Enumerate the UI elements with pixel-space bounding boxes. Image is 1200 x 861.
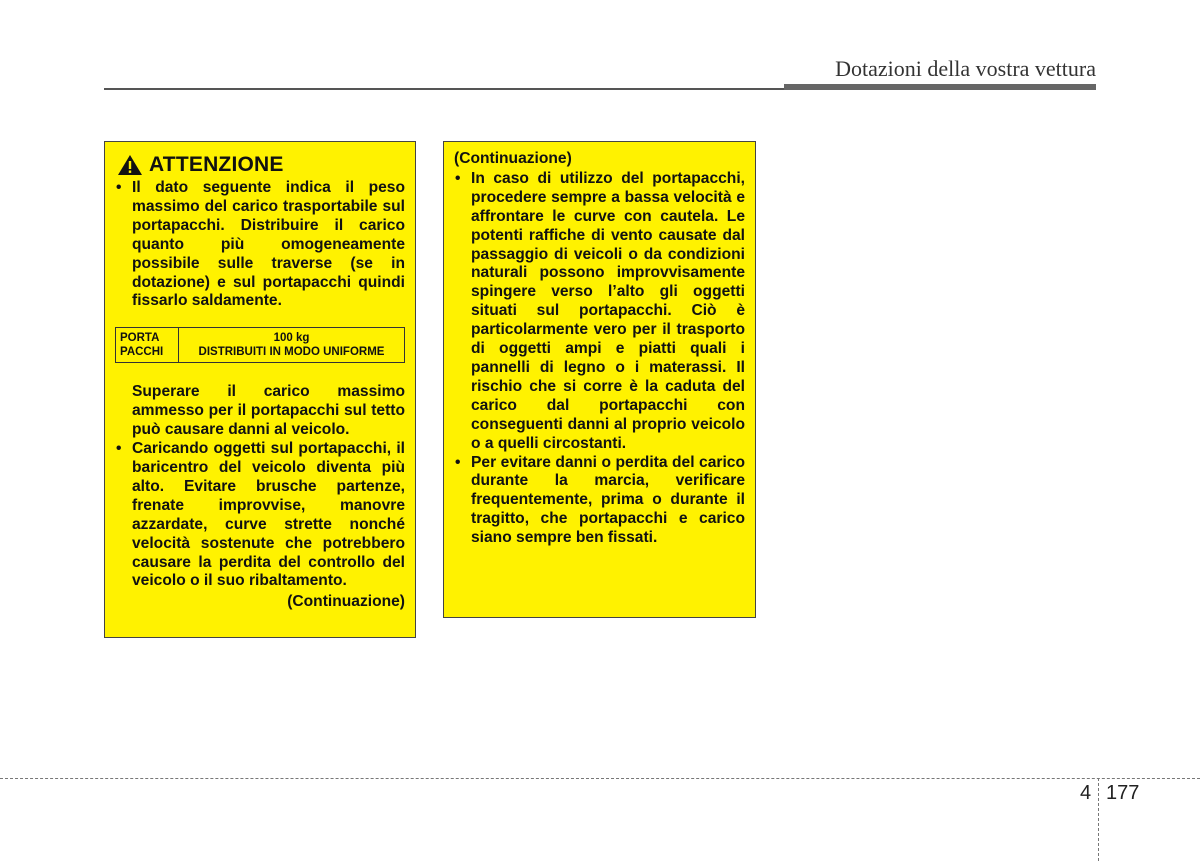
load-spec-table	[115, 327, 405, 363]
continuation-list	[454, 170, 745, 548]
footer-dashed-rule	[0, 778, 1200, 779]
page-header-title: Dotazioni della vostra vettura	[835, 56, 1096, 81]
spec-distribution: DISTRIBUITI IN MODO UNIFORME	[198, 346, 385, 359]
chapter-number: 4	[1080, 782, 1092, 804]
warning-continuation-box	[443, 141, 756, 618]
footer-dashed-divider	[1098, 778, 1099, 861]
warning-overload-text: Superare il carico massimo ammesso per il portapacchi sul tetto può causare danni al veicolo.	[132, 383, 405, 439]
warning-title: ATTENZIONE	[149, 152, 284, 176]
spec-weight: 100 kg	[273, 332, 310, 345]
continuation-bullet-secure: • Per evitare danni o perdita del carico durante la marcia, verificare frequentemente, prima o durante il tragitto, che portapacchi e carico siano sempre ben fissati.	[454, 454, 745, 549]
continuation-heading: (Continuazione)	[454, 150, 572, 167]
spec-label: PORTA PACCHI	[116, 328, 179, 363]
warning-bullet-load: • Il dato seguente indica il peso massimo del carico trasportabile sul portapacchi. Distribuire il carico quanto più omogeneamente possibile sulle traverse (se in dotazione) e sul portapacchi quindi fissarlo saldamente.	[115, 179, 405, 311]
warning-triangle-icon	[117, 154, 143, 176]
spec-value	[179, 328, 405, 363]
page-number: 177	[1106, 782, 1140, 804]
continued-label: (Continuazione)	[287, 593, 405, 611]
warning-bullet-center-of-gravity: • Caricando oggetti sul portapacchi, il baricentro del veicolo diventa più alto. Evitare brusche partenze, frenate improvvise, manovre azzardate, curve strette nonché velocità sostenute che potrebbero causare la perdita del controllo del veicolo o il suo ribaltamento.	[115, 440, 405, 591]
warning-list-2	[115, 440, 405, 591]
header-rule-accent	[784, 84, 1096, 90]
warning-list	[115, 179, 405, 311]
warning-box	[104, 141, 416, 638]
continuation-bullet-wind: • In caso di utilizzo del portapacchi, procedere sempre a bassa velocità e affrontare le curve con cautela. Le potenti raffiche di vento causate dal passaggio di veicoli o da condizioni naturali possono improvvisamente spingere verso l’alto gli oggetti situati sul portapacchi. Ciò è particolarmente vero per il trasporto di oggetti ampi e piatti quali i pannelli di legno o i materassi. Il rischio che si corre è la caduta del carico dal portapacchi con conseguenti danni al proprio veicolo o a quelli circostanti.	[454, 170, 745, 454]
warning-heading	[117, 154, 405, 176]
